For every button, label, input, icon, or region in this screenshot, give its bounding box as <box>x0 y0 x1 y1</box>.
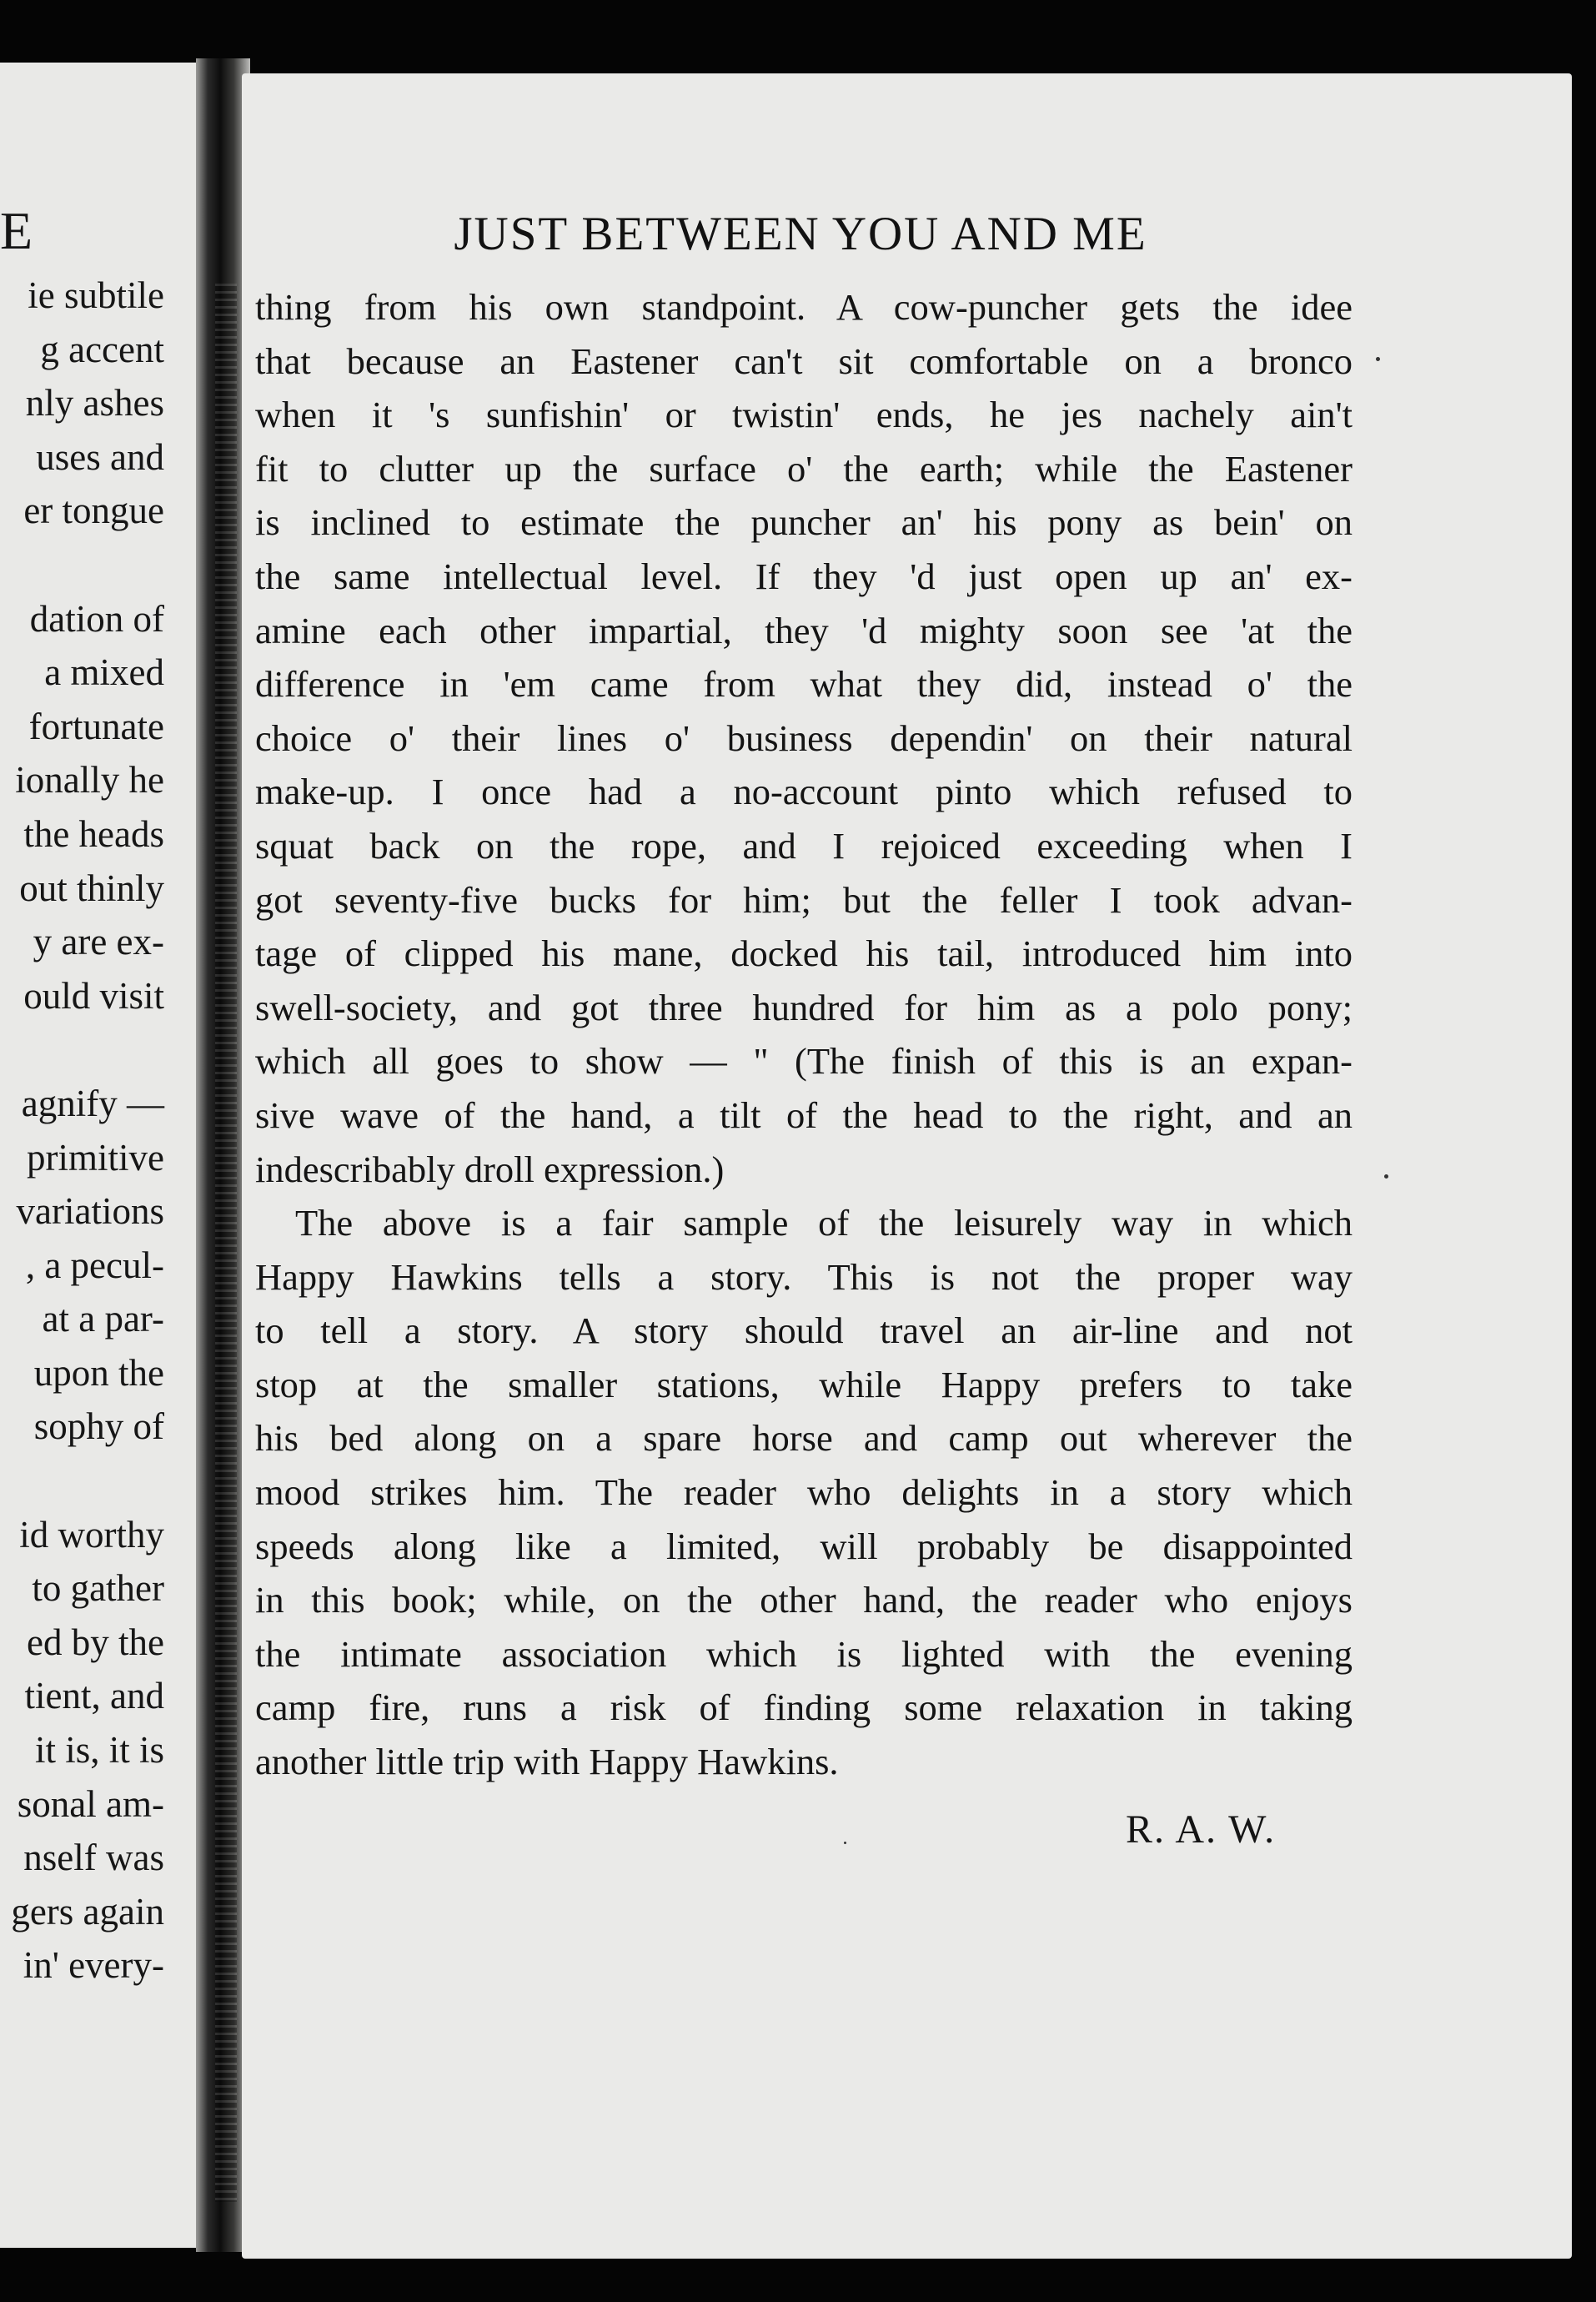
left-page-line: tient, and <box>24 1675 164 1717</box>
left-page-line: uses and <box>36 435 164 478</box>
text-line: is inclined to estimate the puncher an' his pony as bein' on <box>255 501 1353 544</box>
left-page-line <box>0 1454 164 1508</box>
left-page-line: dation of <box>29 597 164 640</box>
left-page-line: sonal am- <box>17 1782 164 1825</box>
text-line: the same intellectual level. If they 'd just open up an' ex- <box>255 555 1353 597</box>
left-page-line: agnify — <box>21 1082 164 1124</box>
left-page-line: it is, it is <box>34 1729 164 1772</box>
text-line: difference in 'em came from what they did, instead o' the <box>255 663 1353 706</box>
left-page-line: out thinly <box>19 867 164 909</box>
left-page-line <box>0 538 164 592</box>
text-line: squat back on the rope, and I rejoiced exceeding when I <box>255 824 1353 867</box>
text-line: camp fire, runs a risk of finding some relaxation in taking <box>255 1686 1353 1729</box>
left-page-line <box>0 1023 164 1077</box>
left-page-line: , a pecul- <box>25 1244 164 1286</box>
text-line: stop at the smaller stations, while Happy prefers to take <box>255 1363 1353 1405</box>
left-page-line: ed by the <box>27 1621 164 1663</box>
left-page-line: the heads <box>23 812 164 855</box>
text-line: got seventy-five bucks for him; but the feller I took advan- <box>255 878 1353 921</box>
paper-speck <box>1384 1174 1388 1179</box>
left-page-line: id worthy <box>19 1513 164 1556</box>
text-line: his bed along on a spare horse and camp out wherever the <box>255 1417 1353 1460</box>
text-line: make-up. I once had a no-account pinto which refused to <box>255 771 1353 813</box>
left-page-line: primitive <box>27 1136 164 1179</box>
left-page-line: ie subtile <box>28 274 164 316</box>
text-line: the intimate association which is lighted with the evening <box>255 1632 1353 1675</box>
text-line: tage of clipped his mane, docked his tail, introduced him into <box>255 932 1353 975</box>
left-page-line: upon the <box>33 1351 164 1394</box>
text-line: Happy Hawkins tells a story. This is not the proper way <box>255 1255 1353 1298</box>
left-page-line: a mixed <box>44 651 164 694</box>
text-line: when it 's sunfishin' or twistin' ends, he jes nachely ain't <box>255 394 1353 436</box>
author-initials: R. A. W. <box>1126 1807 1277 1852</box>
text-line: choice o' their lines o' business dependin' on their natural <box>255 716 1353 759</box>
left-facing-page <box>0 63 213 2248</box>
paper-speck <box>844 1842 846 1844</box>
body-text <box>255 280 1353 1789</box>
left-page-heading-fragment: E <box>0 201 35 260</box>
running-head: JUST BETWEEN YOU AND ME <box>454 208 1147 260</box>
left-page-line: nself was <box>23 1837 164 1879</box>
text-line: to tell a story. A story should travel an air-line and not <box>255 1309 1353 1352</box>
binding-texture <box>215 284 237 2202</box>
left-page-line: y are ex- <box>33 921 164 963</box>
text-line: mood strikes him. The reader who delights in a story which <box>255 1471 1353 1514</box>
left-page-line: in' every- <box>23 1944 164 1987</box>
left-page-line: at a par- <box>42 1298 164 1340</box>
paragraph-1 <box>255 280 1353 1196</box>
text-line: swell-society, and got three hundred for him as a polo pony; <box>255 986 1353 1028</box>
text-line: thing from his own standpoint. A cow-puncher gets the idee <box>255 286 1353 328</box>
text-line: The above is a fair sample of the leisurely way in which <box>295 1202 1353 1244</box>
text-line: which all goes to show — " (The finish of this is an expan- <box>255 1040 1353 1083</box>
left-page-line: er tongue <box>23 490 164 532</box>
left-page-line: ionally he <box>15 759 164 802</box>
left-page-line: gers again <box>11 1890 164 1933</box>
text-line: in this book; while, on the other hand, the reader who enjoys <box>255 1579 1353 1621</box>
paper-speck <box>1376 357 1380 361</box>
text-line: that because an Eastener can't sit comfortable on a bronco <box>255 339 1353 382</box>
left-page-line: sophy of <box>33 1405 164 1448</box>
text-line: another little trip with Happy Hawkins. <box>255 1741 839 1783</box>
left-page-line: nly ashes <box>25 382 164 425</box>
paragraph-2 <box>255 1196 1353 1789</box>
left-page-line: variations <box>16 1190 164 1233</box>
text-line: fit to clutter up the surface o' the earth; while the Eastener <box>255 447 1353 490</box>
left-page-line: ould visit <box>23 974 164 1017</box>
text-line: indescribably droll expression.) <box>255 1148 725 1190</box>
left-page-line: to gather <box>32 1567 164 1610</box>
left-page-line: fortunate <box>28 705 164 747</box>
text-line: sive wave of the hand, a tilt of the head to the right, and an <box>255 1093 1353 1136</box>
right-page <box>242 73 1572 2259</box>
left-page-text-column <box>0 269 164 1993</box>
text-line: speeds along like a limited, will probably be disappointed <box>255 1525 1353 1567</box>
left-page-line: g accent <box>40 328 164 370</box>
text-line: amine each other impartial, they 'd mighty soon see 'at the <box>255 609 1353 651</box>
